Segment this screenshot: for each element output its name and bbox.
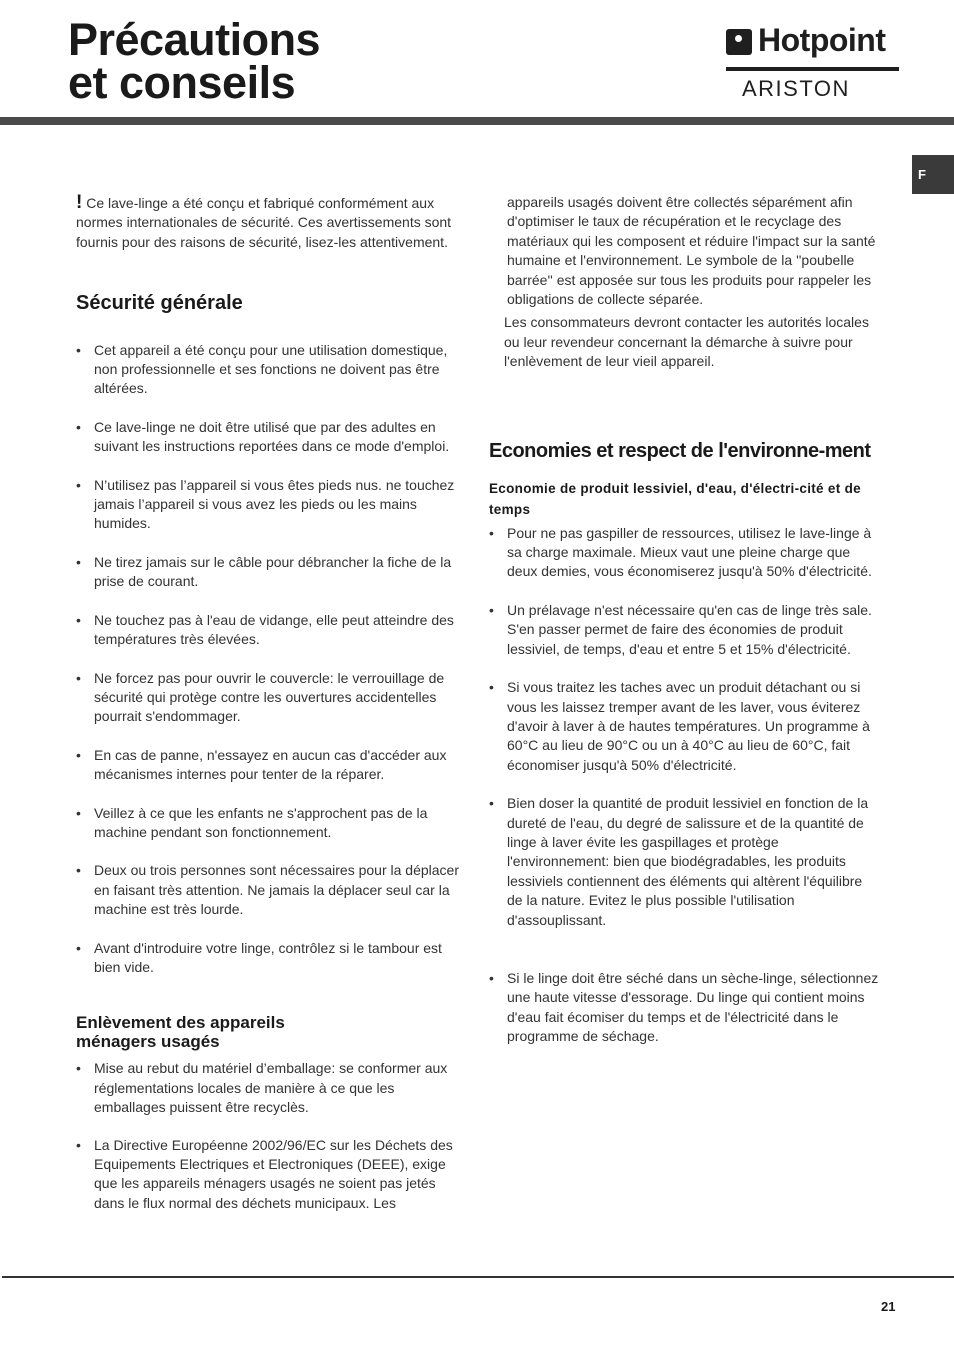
- section-heading-enlevement: [76, 1013, 460, 1051]
- footer-divider: [2, 1276, 954, 1278]
- economies-list: [489, 524, 881, 1047]
- list-item: • Cet appareil a été conçu pour une utilisation domestique, non professionnelle et ses fonctions ne doivent pas être altérées.: [76, 341, 460, 399]
- page-title-line-2: et conseils: [68, 57, 296, 108]
- section-heading-enlevement-line-2: ménagers usagés: [76, 1032, 220, 1052]
- brand-logo: [724, 22, 900, 102]
- header-divider: [0, 117, 954, 125]
- brand-rule: [726, 67, 899, 71]
- list-item: • Veillez à ce que les enfants ne s'approchent pas de la machine pendant son fonctionnement.: [76, 804, 460, 843]
- list-item: • Un prélavage n'est nécessaire qu'en cas de linge très sale. S'en passer permet de faire des économies de produit lessiviel, de temps, d'eau et entre 5 et 15% d'électricité.: [489, 601, 881, 659]
- section-heading-enlevement-line-1: Enlèvement des appareils: [76, 1013, 285, 1033]
- brand-subname: ARISTON: [742, 76, 850, 101]
- securite-list: [76, 341, 460, 978]
- list-item: • Ce lave-linge ne doit être utilisé que par des adultes en suivant les instructions reportées dans ce mode d'emploi.: [76, 418, 460, 457]
- intro-text: Ce lave-linge a été conçu et fabriqué conformément aux normes internationales de sécurité. Ces avertissements sont fournis pour des raisons de sécurité, lisez-les attentivement.: [76, 195, 452, 250]
- list-item: • La Directive Européenne 2002/96/EC sur les Déchets des Equipements Electriques et Electroniques (DEEE), exige que les appareils ménagers usagés ne soient pas jetés dans le flux normal des déchets municipaux. Les: [76, 1136, 460, 1214]
- page-title: [68, 14, 321, 108]
- list-item: • N’utilisez pas l’appareil si vous êtes pieds nus. ne touchez jamais l’appareil si vous avez les pieds ou les mains humides.: [76, 476, 460, 534]
- section-heading-securite: Sécurité générale: [76, 292, 243, 315]
- left-column: [76, 193, 460, 1231]
- subheading-economie-produit: Economie de produit lessiviel, d'eau, d'électri-cité et de temps: [489, 480, 861, 517]
- list-item: • Si vous traitez les taches avec un produit détachant ou si vous les laissez tremper avant de les laver, vous éviterez d'avoir à laver à de hautes températures. Un programme à 60°C au lieu de 90°C ou un à 40°C au lieu de 60°C, fait économiser jusqu'à 50% d'électricité.: [489, 678, 881, 775]
- list-item: • Mise au rebut du matériel d’emballage: se conformer aux réglementations locales de manière à ce que les emballages puissent être recyclès.: [76, 1059, 460, 1117]
- language-tab: F: [912, 155, 954, 194]
- list-item: • Ne touchez pas à l'eau de vidange, elle peut atteindre des températures très élevées.: [76, 611, 460, 650]
- brand-name: Hotpoint: [758, 22, 886, 58]
- warning-mark-icon: !: [76, 192, 83, 213]
- list-item: • Bien doser la quantité de produit lessiviel en fonction de la dureté de l'eau, du degré de salissure et de la quantité de linge à laver évite les gaspillages et protège l'environnement: bien que biodégradables, les produits lessiviels contiennent des éléments qui altèrent l'équilibre de la nature. Evitez le plus possible l'utilisation d'assouplissant.: [489, 794, 881, 930]
- page-number: 21: [881, 1299, 896, 1314]
- list-item: • En cas de panne, n'essayez en aucun cas d'accéder aux mécanismes internes pour tenter de la réparer.: [76, 746, 460, 785]
- intro-paragraph: [76, 193, 460, 252]
- list-item: • Ne forcez pas pour ouvrir le couvercle: le verrouillage de sécurité qui protège contre les ouvertures accidentelles pourrait s'endommager.: [76, 669, 460, 727]
- list-item: • Ne tirez jamais sur le câble pour débrancher la fiche de la prise de courant.: [76, 553, 460, 592]
- enlevement-continuation-2: Les consommateurs devront contacter les autorités locales ou leur revendeur concernant la démarche à suivre pour l'enlèvement de leur vieil appareil.: [504, 314, 869, 370]
- section-heading-economies: Economies et respect de l'environne-ment: [489, 439, 871, 462]
- enlevement-continuation: appareils usagés doivent être collectés séparément afin d'optimiser le taux de récupération et le recyclage des matériaux qui les composent et réduire l'impact sur la santé humaine et l'environnement. Le symbole de la ''poubelle barrée'' est apposée sur tous les produits pour rappeler les obligations de collecte séparée.: [507, 194, 876, 308]
- brand-mark-icon: [726, 29, 752, 55]
- list-item: • Si le linge doit être séché dans un sèche-linge, sélectionnez une haute vitesse d'essorage. Du linge qui contient moins d'eau fait écomiser du temps et de l'électricité dans le programme de séchage.: [489, 969, 881, 1047]
- list-item: • Avant d'introduire votre linge, contrôlez si le tambour est bien vide.: [76, 939, 460, 978]
- enlevement-list: [76, 1059, 460, 1213]
- list-item: • Deux ou trois personnes sont nécessaires pour la déplacer en faisant très attention. Ne jamais la déplacer seul car la machine est très lourde.: [76, 861, 460, 919]
- page-title-line-1: Précautions: [68, 14, 321, 65]
- list-item: • Pour ne pas gaspiller de ressources, utilisez le lave-linge à sa charge maximale. Mieux vaut une pleine charge que deux demies, vous économiserez jusqu'à 50% d'électricité.: [489, 524, 881, 582]
- right-column: [489, 193, 881, 1066]
